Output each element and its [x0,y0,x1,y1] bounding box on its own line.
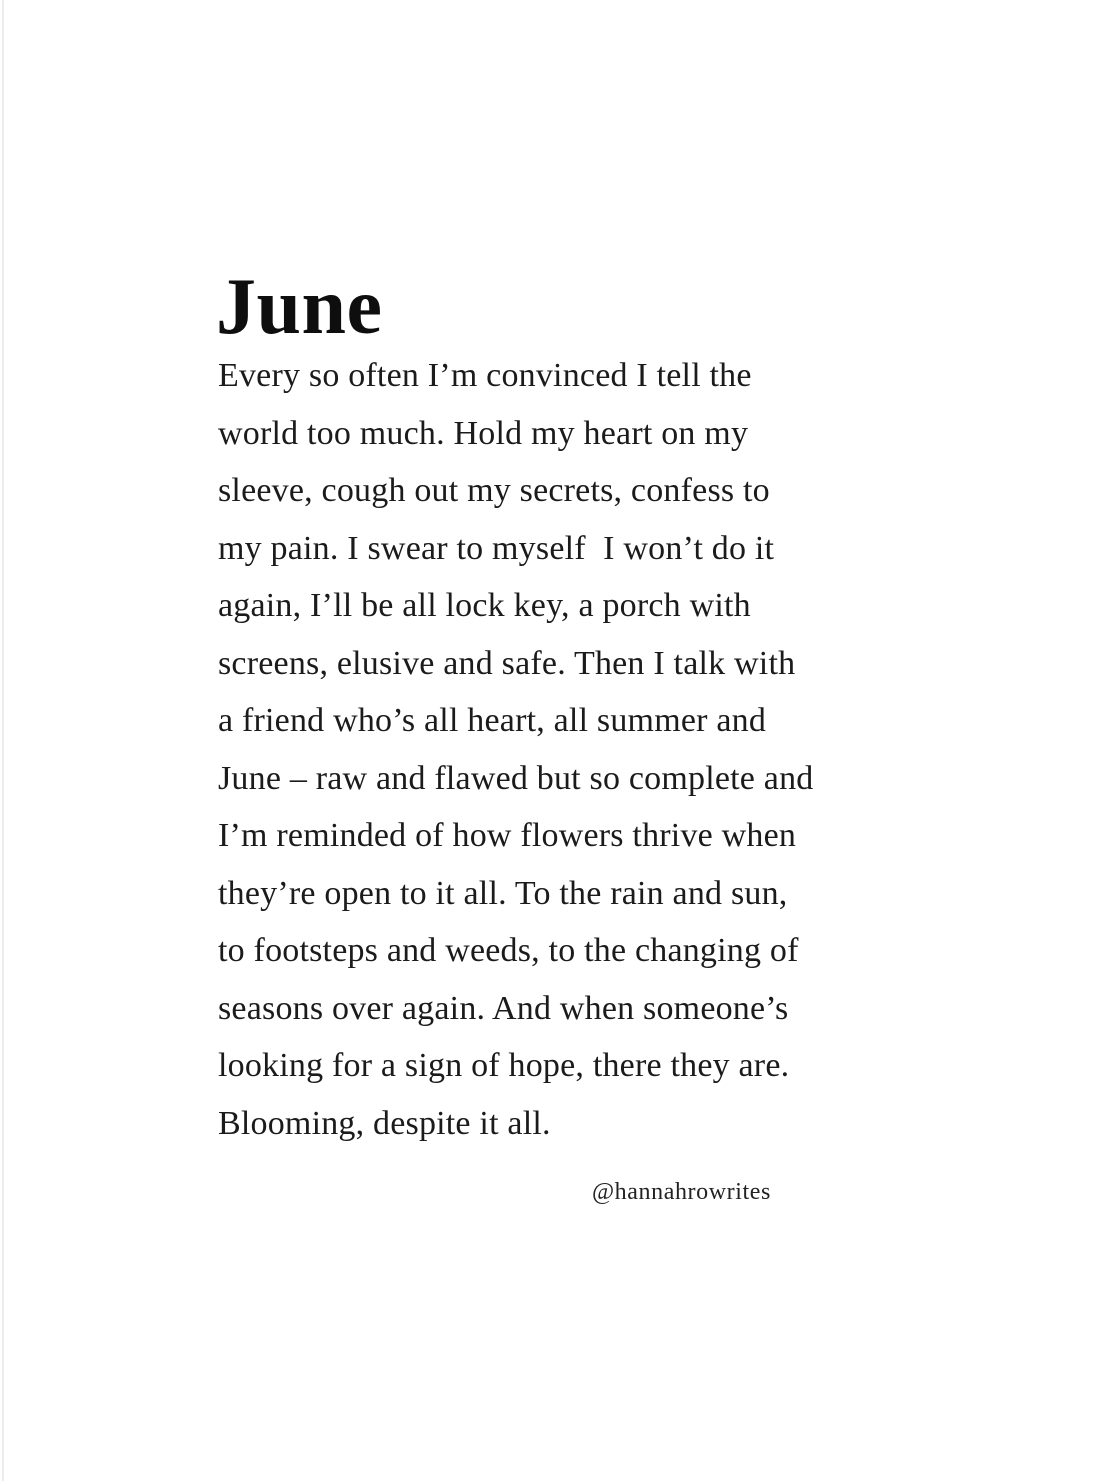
poem-line: Blooming, despite it all. [218,1104,551,1142]
poem-line: June – raw and flawed but so complete and [218,759,814,797]
poem-line: I’m reminded of how flowers thrive when [218,817,797,854]
page-left-edge [2,0,4,1481]
poem-line: seasons over again. And when someone’s [218,989,789,1027]
poem-title: June [216,262,383,351]
poem-line: world too much. Hold my heart on my [218,414,749,452]
poem-line: sleeve, cough out my secrets, confess to [218,472,770,509]
poem-line: again, I’ll be all lock key, a porch with [218,587,751,624]
poem-line: Every so often I’m convinced I tell the [218,357,752,394]
poem-body [218,347,898,1152]
poem-line: to footsteps and weeds, to the changing of [218,932,799,969]
poem-line: my pain. I swear to myself I won’t do it [218,529,775,567]
poem-line: looking for a sign of hope, there they are. [218,1047,790,1084]
poem-line: a friend who’s all heart, all summer and [218,702,767,739]
poem-line: they’re open to it all. To the rain and sun, [218,874,788,912]
author-handle: @hannahrowrites [591,1179,771,1205]
poem-line: screens, elusive and safe. Then I talk with [218,644,796,682]
